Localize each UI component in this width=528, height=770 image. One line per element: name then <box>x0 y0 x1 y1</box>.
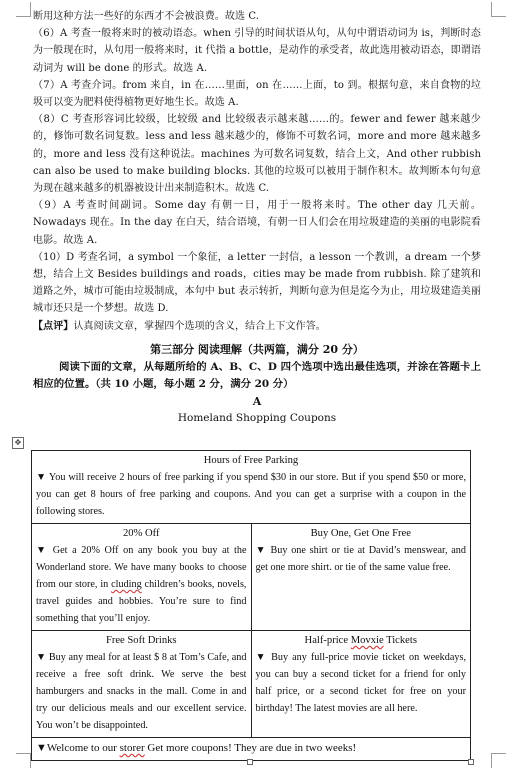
movie-heading-text-2: Tickets <box>383 635 417 646</box>
passage-label: A <box>252 394 262 408</box>
movie-body: ▼ Buy any full-price movie ticket on weekdays, you can buy a second ticket for a friend for only half price, or a second ticket for free on your birthday! The latest movies are all here. <box>255 652 466 714</box>
crop-mark-top-right <box>491 2 506 17</box>
spelling-error-mark: storer <box>119 742 145 754</box>
bogo-body: ▼ Buy one shirt or tie at David’s menswear, and get one more shirt. or tie of the same value free. <box>255 545 466 573</box>
parking-heading: Hours of Free Parking <box>203 455 299 466</box>
table-resize-handle[interactable] <box>247 759 253 765</box>
answer-9: （9）A 考查时间副词。Some day 有朝一日，用于一般将来时。The other day 几天前。Nowadays 现在。In the day 在白天，结合语境，有朝一日人们会在用垃圾建造的美丽的电影院看电影。故选 A. <box>33 200 481 246</box>
movie-coupon-cell <box>251 631 471 738</box>
crop-mark-top-left <box>16 2 31 17</box>
footer-text: ▼Welcome to our <box>36 742 120 754</box>
comment-tag: 【点评】 <box>33 320 74 332</box>
movie-heading <box>256 633 467 649</box>
spelling-error-mark: cluding <box>111 579 142 590</box>
off20-heading: 20% Off <box>122 528 160 539</box>
spelling-error-mark: Movxie <box>350 635 384 646</box>
footer-cell <box>32 738 471 761</box>
answer-7: （7）A 考查介词。from 来自，in 在……里面，on 在……上面，to 到。根据句意，来自食物的垃圾可以变为肥料使得植物更好地生长。故选 A. <box>33 79 481 109</box>
parking-body: ▼ You will receive 2 hours of free parking if you spend $30 in our store. But if you spend $50 or more, you can get 8 hours of free parking and coupons. And you can get a surprise with a coupon in the following stores. <box>36 472 466 517</box>
comment-paragraph <box>33 318 481 335</box>
answer-10: （10）D 考查名词，a symbol 一个象征，a letter 一封信，a lesson 一个教训，a dream 一个梦想，结合上文 Besides buildings and roads，cities may be made from rubbish. 除了建筑和道路之外，城市可能由垃圾制成，本句中 but 表示转折，判断句意为但是迄今为止，用垃圾建造美丽城市还只是一个梦想。故选 D. <box>33 251 481 315</box>
drinks-heading: Free Soft Drinks <box>105 635 177 646</box>
crop-mark-bottom-right <box>491 753 506 768</box>
drinks-coupon-cell <box>32 631 252 738</box>
off20-body <box>36 542 247 627</box>
document-page <box>33 8 481 426</box>
off20-body-text: ▼ Get a 20% Off on any book you buy at the Wonderland store. We have many books to choose from our store, in <box>36 545 247 590</box>
bogo-coupon-cell <box>251 524 471 631</box>
answer-5-tail: 断用这种方法一些好的东西才不会被浪费。故选 C. <box>33 11 260 22</box>
off20-body-text-2: children’s books, novels, travel guides and hobbies. You’re sure to find something that you’ll enjoy. <box>36 579 247 624</box>
comment-text: 认真阅读文章，掌握四个选项的含义，结合上下文作答。 <box>73 320 326 332</box>
answer-6: （6）A 考查一般将来时的被动语态。when 引导的时间状语从句，从句中谓语动词为 is，判断时态为一般现在时，从句用一般将来时，it 代指 a bottle，是动作的承受者，故此选用被动语态，即谓语动词为 will be done 的形式。故选 A. <box>33 28 481 74</box>
coupons-table <box>31 450 471 761</box>
off20-coupon-cell <box>32 524 252 631</box>
table-move-handle-icon[interactable]: ✥ <box>12 437 24 449</box>
table-resize-handle-corner[interactable] <box>468 759 474 765</box>
parking-coupon-cell <box>32 451 471 524</box>
section-title: 第三部分 阅读理解（共两篇，满分 20 分） <box>150 342 364 356</box>
movie-heading-text: Half-price <box>304 635 351 646</box>
bogo-heading: Buy One, Get One Free <box>310 528 411 539</box>
table-caption: Homeland Shopping Coupons <box>177 411 337 424</box>
drinks-body: ▼ Buy any meal for at least $ 8 at Tom’s Cafe, and receive a free soft drink. We serve the best hamburgers and snacks in the mall. Come in and try our delicious meals and our excellent service. You won’t be disappointed. <box>36 652 247 731</box>
answer-8: （8）C 考查形容词比较级，比较级 and 比较级表示越来越……的。fewer and fewer 越来越少的，修饰可数名词复数。less and less 越来越少的，修饰不可数名词，more and more 越来越多的，more and less 没有这种说法。machines 为可数名词复数，结合上文，And other rubbish can also be used to make building blocks. 其他的垃圾可以被用于制作积木。故判断本句句意为现在越来越多的机器被设计出来制造积木。故选 C. <box>33 114 481 195</box>
crop-mark-bottom-left <box>16 753 31 768</box>
footer-text-2: Get more coupons! They are due in two weeks! <box>144 742 357 754</box>
section-instruction: 阅读下面的文章，从每题所给的 A、B、C、D 四个选项中选出最佳选项，并涂在答题卡上相应的位置。（共 10 小题，每小题 2 分，满分 20 分） <box>33 360 481 390</box>
